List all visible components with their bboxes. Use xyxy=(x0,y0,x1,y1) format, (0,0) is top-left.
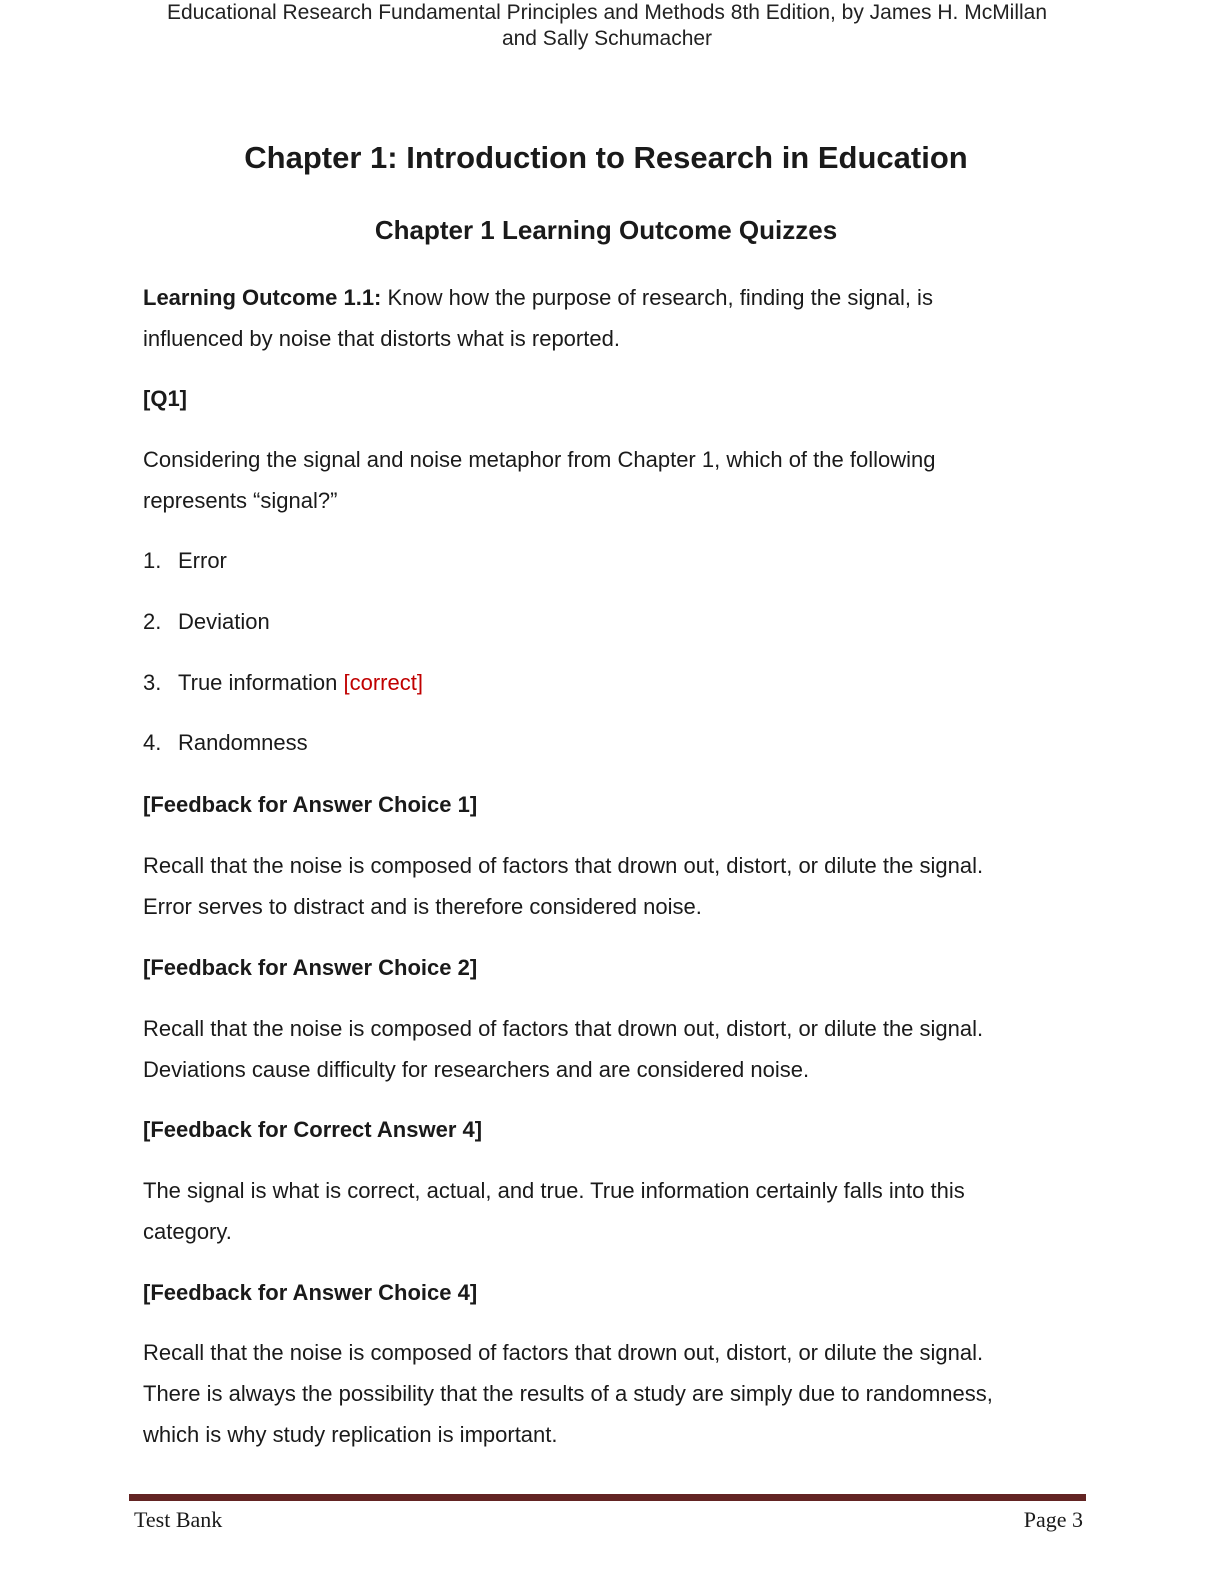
page-number: Page 3 xyxy=(1023,1507,1083,1532)
answer-option-text: Randomness xyxy=(178,730,308,755)
footer-divider xyxy=(129,1494,1086,1501)
answer-option-3 xyxy=(143,668,423,698)
question-stem xyxy=(143,439,1073,521)
feedback-text-choice-1 xyxy=(143,845,1073,927)
feedback-heading-choice-4: [Feedback for Answer Choice 4] xyxy=(143,1280,478,1305)
answer-option-text: Deviation xyxy=(178,609,270,634)
running-header xyxy=(0,0,1214,52)
feedback-line: Recall that the noise is composed of factors that drown out, distort, or dilute the signal. xyxy=(143,1016,984,1041)
learning-outcome xyxy=(143,277,1073,359)
answer-option-number: 2. xyxy=(143,609,162,634)
learning-outcome-line-2: influenced by noise that distorts what is reported. xyxy=(143,326,620,351)
feedback-line: There is always the possibility that the results of a study are simply due to randomness, xyxy=(143,1381,993,1406)
learning-outcome-label: Learning Outcome 1.1: xyxy=(143,285,382,310)
question-stem-line-1: Considering the signal and noise metaphor from Chapter 1, which of the following xyxy=(143,447,936,472)
answer-option-number: 3. xyxy=(143,670,162,695)
feedback-line: category. xyxy=(143,1219,232,1244)
feedback-line: Deviations cause difficulty for researchers and are considered noise. xyxy=(143,1057,810,1082)
learning-outcome-text: Know how the purpose of research, finding the signal, is xyxy=(381,285,933,310)
feedback-line: Error serves to distract and is therefore considered noise. xyxy=(143,894,702,919)
feedback-line: The signal is what is correct, actual, and true. True information certainly falls into this xyxy=(143,1178,965,1203)
learning-outcome-line-1 xyxy=(143,277,1073,318)
running-header-line-2: and Sally Schumacher xyxy=(501,27,713,50)
feedback-text-choice-4 xyxy=(143,1332,1073,1455)
answer-option-text: True information xyxy=(178,670,344,695)
feedback-line: Recall that the noise is composed of factors that drown out, distort, or dilute the signal. xyxy=(143,853,984,878)
answer-option-text: Error xyxy=(178,548,227,573)
chapter-title: Chapter 1: Introduction to Research in Education xyxy=(244,140,968,175)
answer-option-number: 1. xyxy=(143,548,162,573)
footer-label: Test Bank xyxy=(134,1507,223,1532)
feedback-heading-choice-2: [Feedback for Answer Choice 2] xyxy=(143,955,478,980)
answer-option-4 xyxy=(143,728,308,758)
feedback-line: which is why study replication is important. xyxy=(143,1422,558,1447)
question-stem-line-2: represents “signal?” xyxy=(143,488,338,513)
correct-answer-tag: [correct] xyxy=(343,670,423,695)
feedback-heading-correct-answer: [Feedback for Correct Answer 4] xyxy=(143,1117,483,1142)
feedback-heading-choice-1: [Feedback for Answer Choice 1] xyxy=(143,792,478,817)
answer-option-1 xyxy=(143,546,227,576)
feedback-text-correct-answer xyxy=(143,1170,1073,1252)
question-id: [Q1] xyxy=(143,386,187,411)
running-header-line-1: Educational Research Fundamental Principles and Methods 8th Edition, by James H. McMillan xyxy=(166,1,1048,24)
feedback-line: Recall that the noise is composed of factors that drown out, distort, or dilute the signal. xyxy=(143,1340,984,1365)
feedback-text-choice-2 xyxy=(143,1008,1073,1090)
answer-option-number: 4. xyxy=(143,730,162,755)
section-title: Chapter 1 Learning Outcome Quizzes xyxy=(374,215,838,245)
answer-option-2 xyxy=(143,607,270,637)
